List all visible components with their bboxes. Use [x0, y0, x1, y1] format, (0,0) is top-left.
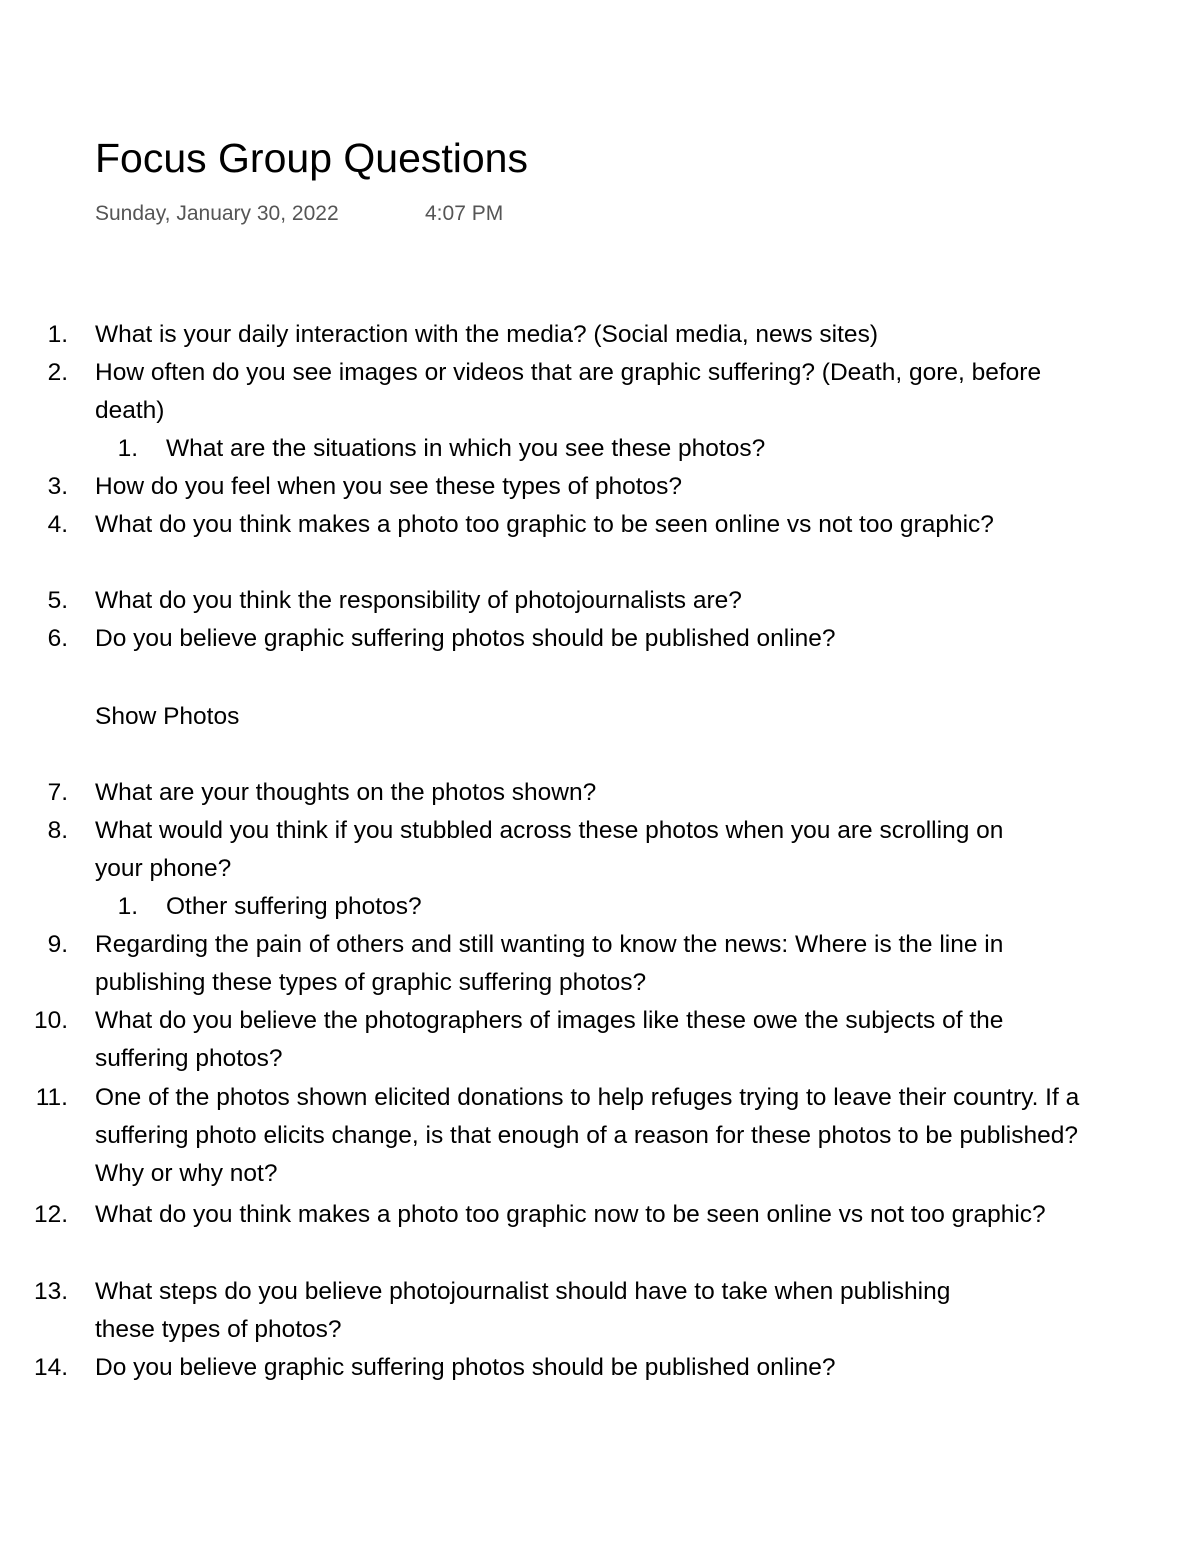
list-number: 5.	[47, 587, 68, 614]
list-number: 12.	[33, 1201, 68, 1228]
question-text: Do you believe graphic suffering photos should be published online?	[95, 1354, 836, 1381]
list-number: 7.	[47, 779, 68, 806]
list-number: 4.	[47, 511, 68, 538]
question-text: Regarding the pain of others and still wanting to know the news: Where is the line in publishing these types of graphic suffering photos?	[95, 931, 1004, 996]
section-heading: Show Photos	[95, 703, 240, 730]
list-number: 6.	[47, 625, 68, 652]
question-text: What are your thoughts on the photos shown?	[95, 779, 597, 806]
list-number: 10.	[33, 1007, 68, 1034]
question-text: What are the situations in which you see these photos?	[166, 435, 766, 462]
page-title: Focus Group Questions	[95, 135, 528, 181]
list-number: 1.	[117, 893, 138, 920]
question-text: What do you think the responsibility of photojournalists are?	[95, 587, 742, 614]
question-text: What do you think makes a photo too graphic to be seen online vs not too graphic?	[95, 511, 994, 538]
list-number: 3.	[47, 473, 68, 500]
list-number: 11.	[35, 1084, 68, 1111]
question-text: What would you think if you stubbled across these photos when you are scrolling on your phone?	[95, 817, 1004, 882]
list-number: 2.	[47, 359, 68, 386]
list-number: 8.	[47, 817, 68, 844]
question-text: What do you think makes a photo too graphic now to be seen online vs not too graphic?	[95, 1201, 1046, 1228]
question-text: Do you believe graphic suffering photos should be published online?	[95, 625, 836, 652]
question-text: One of the photos shown elicited donations to help refuges trying to leave their country. If a suffering photo elicits change, is that enough of a reason for these photos to be published? Why or why not?	[95, 1084, 1080, 1187]
question-text: What do you believe the photographers of images like these owe the subjects of the suffering photos?	[95, 1007, 1004, 1072]
note-time: 4:07 PM	[425, 202, 504, 225]
list-number: 13.	[33, 1278, 68, 1305]
question-text: What steps do you believe photojournalist should have to take when publishing these types of photos?	[95, 1278, 951, 1343]
list-number: 1.	[117, 435, 138, 462]
list-number: 14.	[33, 1354, 68, 1381]
question-text: Other suffering photos?	[166, 893, 422, 920]
question-text: How often do you see images or videos that are graphic suffering? (Death, gore, before death)	[95, 359, 1042, 424]
question-text: What is your daily interaction with the media? (Social media, news sites)	[95, 321, 878, 348]
list-number: 1.	[47, 321, 68, 348]
question-text: How do you feel when you see these types of photos?	[95, 473, 683, 500]
note-date: Sunday, January 30, 2022	[95, 202, 339, 225]
list-number: 9.	[47, 931, 68, 958]
